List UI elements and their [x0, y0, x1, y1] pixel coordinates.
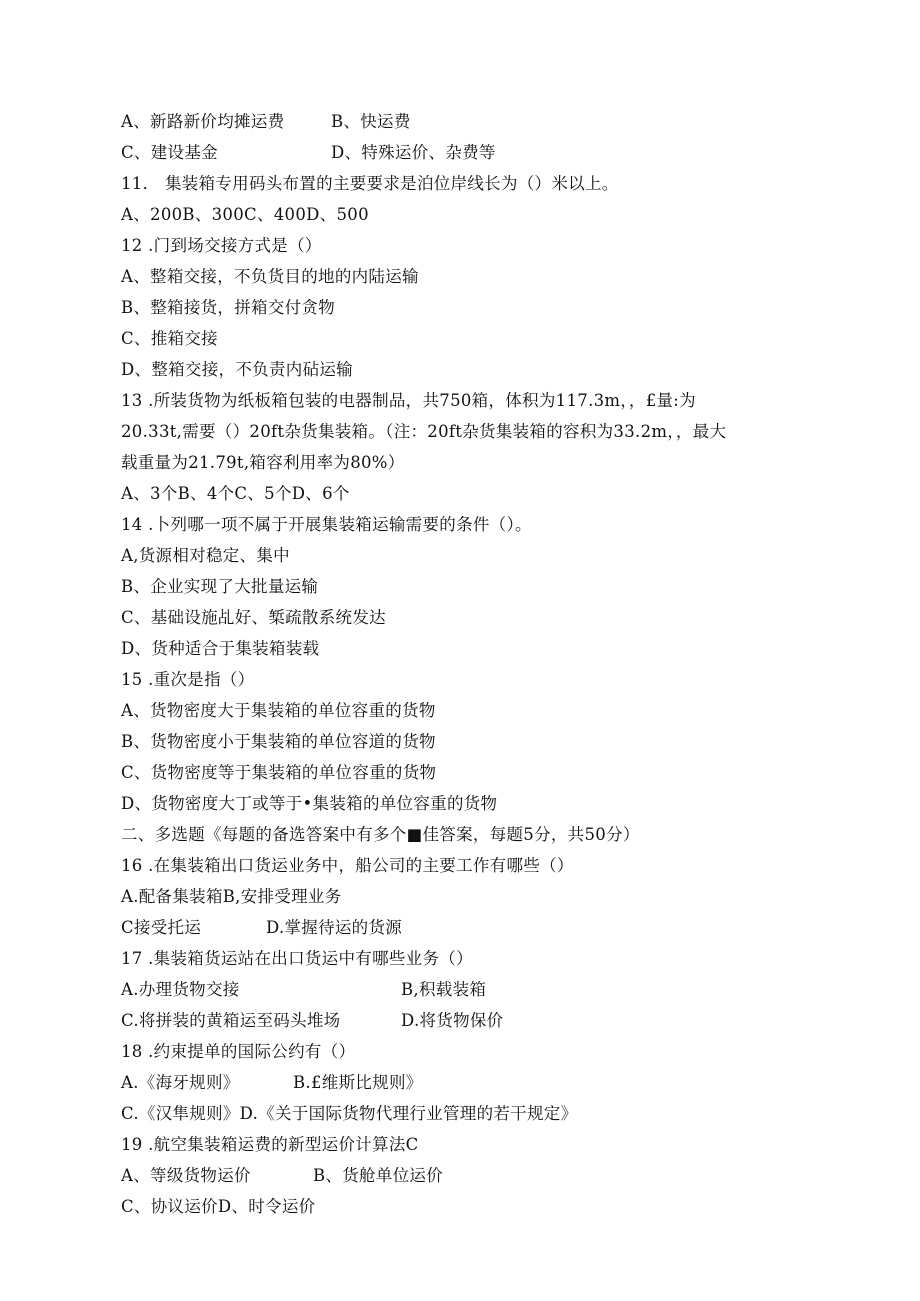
text-line — [121, 478, 821, 509]
text-line — [121, 106, 821, 137]
text-segment: 14 .卜列哪一项不属于开展集装箱运输需要的条件（）。 — [121, 515, 532, 534]
text-line — [121, 540, 821, 571]
text-segment: A、3个B、4个C、5个D、6个 — [121, 484, 350, 503]
text-segment: B、整箱接货，拼箱交付贪物 — [121, 298, 336, 317]
text-line — [121, 354, 821, 385]
text-line — [121, 1005, 821, 1036]
text-line — [121, 757, 821, 788]
text-line — [121, 1098, 821, 1129]
text-line — [121, 726, 821, 757]
text-segment: B、企业实现了大批量运输 — [121, 577, 319, 596]
text-line — [121, 819, 821, 850]
text-segment: D.将货物保价 — [401, 1011, 504, 1030]
text-segment: C、建设基金 — [121, 143, 218, 162]
text-segment: C、协议运价D、时令运价 — [121, 1197, 316, 1216]
text-line — [121, 416, 821, 447]
text-line — [121, 602, 821, 633]
text-segment: 载重量为21.79t,箱容利用率为80%） — [121, 453, 405, 472]
text-segment: B、货物密度小于集装箱的单位容道的货物 — [121, 732, 436, 751]
text-line — [121, 168, 821, 199]
text-line — [121, 633, 821, 664]
text-segment: B、货舱单位运价 — [313, 1166, 444, 1185]
text-line — [121, 137, 821, 168]
text-segment: D.掌握待运的货源 — [266, 918, 403, 937]
text-segment: B.£维斯比规则》 — [293, 1073, 423, 1092]
text-line — [121, 881, 821, 912]
text-line — [121, 447, 821, 478]
text-segment: 17 .集装箱货运站在出口货运中有哪些业务（） — [121, 949, 473, 968]
text-segment: A、整箱交接，不负货目的地的内陆运输 — [121, 267, 419, 286]
text-segment: A、等级货物运价 — [121, 1166, 251, 1185]
text-segment: D、特殊运价、杂费等 — [331, 143, 496, 162]
text-segment: C.将拼装的黄箱运至码头堆场 — [121, 1011, 341, 1030]
text-segment: 二、多选题《每题的备选答案中有多个■佳答案，每题5分，共50分） — [121, 825, 640, 844]
text-line — [121, 850, 821, 881]
text-segment: D、货种适合于集装箱装载 — [121, 639, 320, 658]
text-line — [121, 1067, 821, 1098]
text-line — [121, 1191, 821, 1222]
text-segment: D、货物密度大丁或等于•集装箱的单位容重的货物 — [121, 794, 498, 813]
text-line — [121, 509, 821, 540]
text-line — [121, 1129, 821, 1160]
text-line — [121, 1160, 821, 1191]
text-segment: C接受托运 — [121, 918, 202, 937]
text-line — [121, 664, 821, 695]
text-line — [121, 230, 821, 261]
text-line — [121, 943, 821, 974]
text-line — [121, 1036, 821, 1067]
text-segment: 13 .所装货物为纸板箱包装的电器制品，共750箱，体积为117.3m，，£量:为 — [121, 391, 696, 410]
text-segment: 15 .重次是指（） — [121, 670, 255, 689]
text-line — [121, 385, 821, 416]
text-segment: D、整箱交接，不负责内砧运输 — [121, 360, 353, 379]
text-segment: A.办理货物交接 — [121, 980, 240, 999]
text-line — [121, 974, 821, 1005]
text-segment: A、新路新价均摊运费 — [121, 112, 285, 131]
text-segment: A.《海牙规则》 — [121, 1073, 240, 1092]
text-line — [121, 323, 821, 354]
text-line — [121, 261, 821, 292]
text-segment: B、快运费 — [331, 112, 411, 131]
text-segment: A,货源相对稳定、集中 — [121, 546, 290, 565]
text-segment: A.配备集装箱B,安排受理业务 — [121, 887, 342, 906]
text-segment: C、基础设施乩好、椠疏散系统发达 — [121, 608, 386, 627]
text-segment: 20.33t,需要（）20ft杂货集装箱。（注：20ft杂货集装箱的容积为33.2m，，最大 — [121, 422, 727, 441]
text-line — [121, 788, 821, 819]
text-line — [121, 571, 821, 602]
text-line — [121, 292, 821, 323]
text-segment: A、200B、300C、400D、500 — [121, 205, 369, 224]
text-segment: 19 .航空集装箱运费的新型运价计算法C — [121, 1135, 419, 1154]
text-segment: A、货物密度大于集装箱的单位容重的货物 — [121, 701, 436, 720]
text-line — [121, 912, 821, 943]
text-segment: 18 .约束提单的国际公约有（） — [121, 1042, 356, 1061]
question-text-block — [121, 106, 821, 1222]
text-segment: C、推箱交接 — [121, 329, 218, 348]
text-line — [121, 695, 821, 726]
text-segment: 12 .门到场交接方式是（） — [121, 236, 322, 255]
text-segment: C、货物密度等于集装箱的单位容重的货物 — [121, 763, 437, 782]
text-segment: C.《汉隼规则》D.《关于国际货物代理行业管理的若干规定》 — [121, 1104, 578, 1123]
text-segment: 16 .在集装箱出口货运业务中，船公司的主要工作有哪些（） — [121, 856, 574, 875]
text-line — [121, 199, 821, 230]
text-segment: 11． 集装箱专用码头布置的主要要求是泊位岸线长为（）米以上。 — [121, 174, 619, 193]
text-segment: B,积载装箱 — [401, 980, 487, 999]
